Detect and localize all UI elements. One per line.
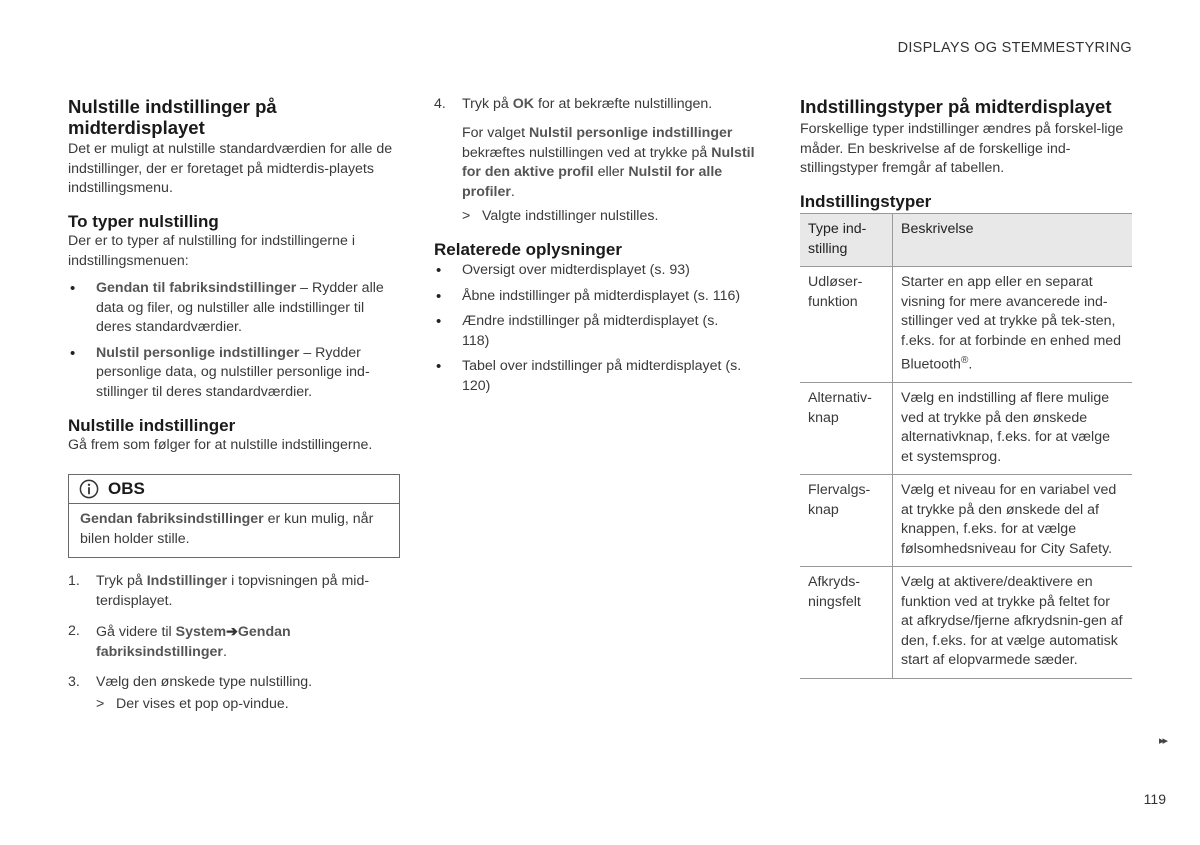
related-link[interactable]: • Tabel over indstillinger på midterdisplayet (s. 120) — [434, 357, 764, 396]
info-circle-icon — [79, 479, 99, 499]
step-item: 2. Gå videre til System➔Gendan fabriksindstillinger. — [68, 623, 291, 660]
table-cell-type: Alternativ-knap — [800, 383, 893, 475]
obs-header — [69, 475, 399, 504]
related-heading: Relaterede oplysninger — [434, 240, 623, 259]
intro-paragraph: Forskellige typer indstillinger ændres på forskel-lige måder. En beskrivelse af de forskellige ind-stillingstyper fremgår af tabellen. — [800, 121, 1124, 176]
running-header: DISPLAYS OG STEMMESTYRING — [897, 40, 1132, 56]
related-links — [434, 261, 764, 396]
step-4 — [434, 95, 764, 115]
step-result: > Der vises et pop op-vindue. — [96, 696, 289, 712]
related-link[interactable]: • Åbne indstillinger på midterdisplayet (s. 116) — [434, 287, 764, 307]
page-number: 119 — [1143, 791, 1166, 807]
table-cell-description: Vælg en indstilling af flere mulige ved at trykke på den ønskede alternativknap, f.eks. for at vælge et systemsprog. — [893, 383, 1133, 475]
obs-title: OBS — [108, 479, 145, 498]
column-header: Type ind-stilling — [800, 214, 893, 267]
reset-steps — [68, 572, 398, 698]
table-cell-type: Afkryds-ningsfelt — [800, 567, 893, 679]
list-item: • Nulstil personlige indstillinger – Rydder personlige data, og nulstiller personlige ind-stillinger til deres standardværdier. — [68, 344, 400, 403]
step-item: 4. Tryk på OK for at bekræfte nulstillingen. — [434, 96, 713, 112]
obs-body: Gendan fabriksindstillinger er kun mulig, når bilen holder stille. — [80, 511, 374, 547]
table-cell-description: Vælg at aktivere/deaktivere en funktion ved at trykke på feltet for at afkrydse/fjerne afkrydsnin-gen af den, f.eks. for at vælge automatisk start af elopvarmede sæder. — [893, 567, 1133, 679]
table-cell-description: Vælg et niveau for en variabel ved at trykke på den ønskede del af knappen, f.eks. for at vælge følsomhedsniveau for City Safety. — [893, 475, 1133, 567]
table-row — [800, 383, 1132, 475]
section-title: Nulstille indstillinger på midterdisplayet — [68, 96, 277, 138]
table-cell-type: Udløser-funktion — [800, 267, 893, 383]
table-row — [800, 267, 1132, 383]
step-4-note: For valget Nulstil personlige indstillinger bekræftes nulstillingen ved at trykke på Nulstil for den aktive profil eller Nulstil for alle profiler. — [462, 125, 755, 200]
table-header-row — [800, 214, 1132, 267]
column-left — [68, 0, 400, 712]
table-row — [800, 567, 1132, 679]
table-heading: Indstillingstyper — [800, 192, 932, 211]
column-middle — [434, 0, 764, 394]
step-item: 1. Tryk på Indstillinger i topvisningen på mid-terdisplayet. — [68, 573, 370, 609]
continue-icon: ▸▸ — [1158, 735, 1166, 747]
reset-heading: Nulstille indstillinger — [68, 416, 236, 435]
settings-types-table — [800, 213, 1132, 679]
column-header: Beskrivelse — [893, 214, 1133, 267]
step-item: 3. Vælg den ønskede type nulstilling. — [68, 674, 313, 690]
reset-types-list — [68, 279, 400, 402]
section-title: Indstillingstyper på midterdisplayet — [800, 96, 1112, 117]
table-cell-description: Starter en app eller en separat visning for mere avancerede ind-stillinger ved at trykke på tek-sten, f.eks. for at forbinde en enhed med Bluetooth®. — [893, 267, 1133, 383]
table-cell-type: Flervalgs-knap — [800, 475, 893, 567]
step-result: > Valgte indstillinger nulstilles. — [462, 208, 659, 224]
table-row — [800, 475, 1132, 567]
related-link[interactable]: • Ændre indstillinger på midterdisplayet (s. 118) — [434, 312, 722, 351]
intro-paragraph: Det er muligt at nulstille standardværdien for alle de indstillinger, der er foretaget på midterdis-playets indstillingsmenu. — [68, 141, 393, 196]
two-types-heading: To typer nulstilling — [68, 212, 219, 231]
obs-note-box — [68, 474, 400, 558]
two-types-text: Der er to typer af nulstilling for indstillingerne i indstillingsmenuen: — [68, 233, 356, 269]
related-link[interactable]: • Oversigt over midterdisplayet (s. 93) — [434, 261, 764, 281]
list-item: • Gendan til fabriksindstillinger – Rydder alle data og filer, og nulstiller alle indstillinger til deres standardværdier. — [68, 279, 400, 338]
right-arrow-icon: ➔ — [226, 623, 238, 639]
reset-text: Gå frem som følger for at nulstille indstillingerne. — [68, 437, 373, 453]
